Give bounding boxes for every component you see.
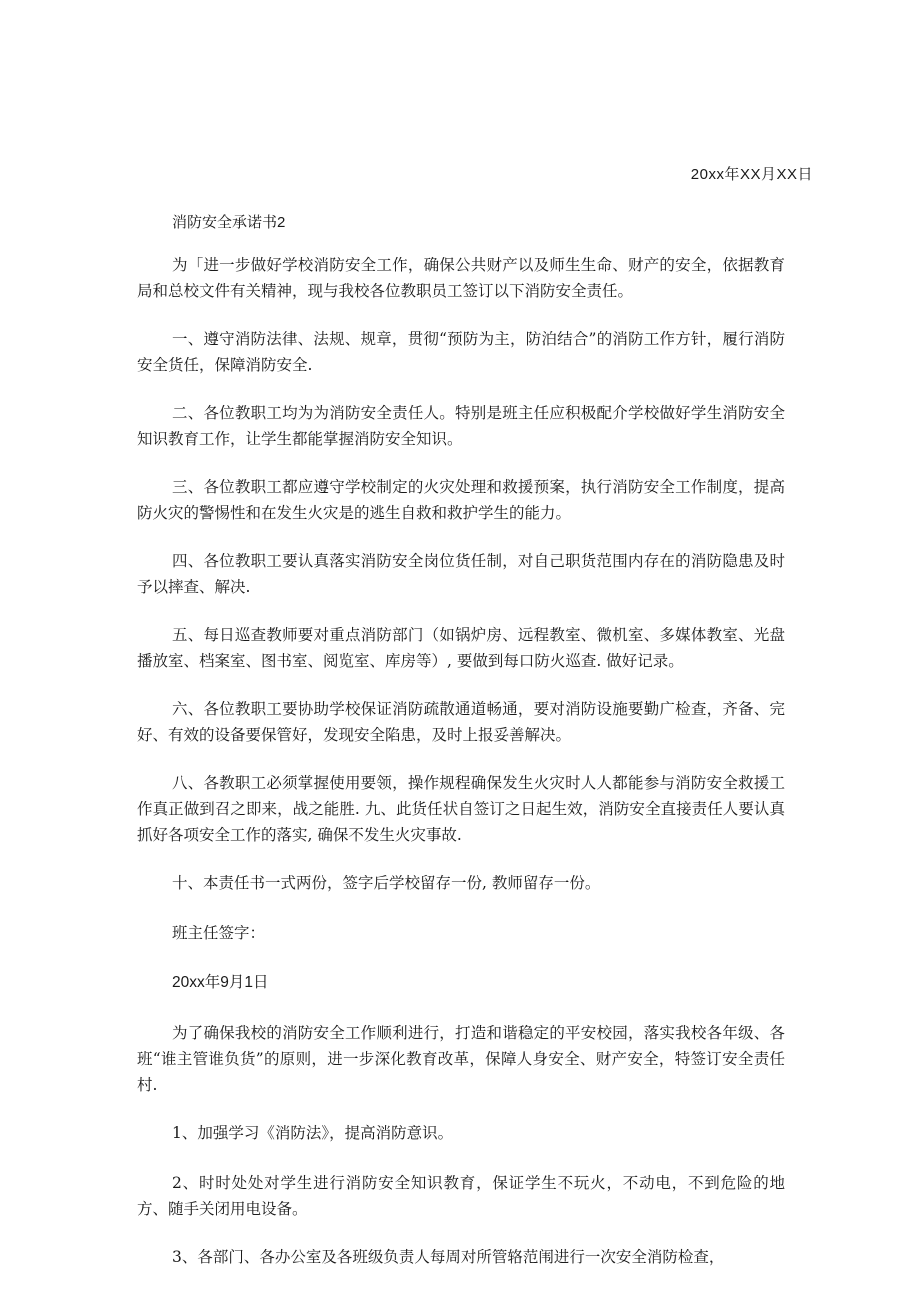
signature-date: 20xx年9月1日 [172, 974, 269, 991]
list-item-3: 3、各部门、各办公室及各班级负责人每周对所管辂范闱进行一次安全消防检查， [172, 1248, 725, 1266]
signature-label: 班主任签字： [172, 924, 266, 942]
paragraph-item-6: 六、各位教职工要协助学校保证消防疏散通道畅通，要对消防设施要勤广检查，齐备、完好、有效的设备要保管好，发现安全陷患，及时上报妥善解决。 [137, 700, 785, 744]
paragraph-item-3: 三、各位教职工都应遵守学校制定的火灾处理和救援预案，执行消防安全工作制度，提高防火灾的警惕性和在发生火灾是的逃生自救和救护学生的能力。 [137, 478, 785, 522]
paragraph-intro: 为「进一步做好学校消防安全工作，确保公共财产以及师生生命、财产的安全，依据教育局和总校文件有关精神，现与我校各位教职员工签订以下消防安全责任。 [137, 256, 785, 300]
list-item-1: 1、加强学习《消防法》，提高消防意识。 [172, 1124, 454, 1142]
document-title: 消防安全承诺书2 [172, 214, 286, 231]
paragraph-item-1: 一、遵守消防法律、法规、规章，贯彻“预防为主，防泊结合”的消防工作方针，履行消防安全货任，保障消防安全. [137, 330, 785, 374]
document-body [137, 252, 785, 1292]
paragraph-second-intro: 为了确保我校的消防安全工作顺利进行，打造和谐稳定的平安校园，落实我校各年级、各班“谁主管谁负货”的原则，进一步深化教育改革，保障人身安全、财产安全，特签订安全责任村. [137, 1024, 785, 1094]
paragraph-item-4: 四、各位教职工要认真落实消防安全岗位货任制，对自己职货范围内存在的消防隐患及时予以摔查、解决. [137, 552, 785, 596]
paragraph-item-8-9: 八、各教职工必须掌握使用要领，操作规程确保发生火灾时人人都能参与消防安全救援工作真正做到召之即来，战之能胜. 九、此货任状自签订之日起生效，消防安全直接责任人要认真抓好各项安全工作的落实, 确保不发生火灾事故. [137, 774, 785, 844]
header-date: 20xx年XX月XX日 [690, 166, 813, 183]
paragraph-item-5: 五、每日巡查教师要对重点消防部门（如锅炉房、远程教室、微机室、多媒体教室、光盘播放室、档案室、图书室、阅览室、库房等）, 要做到每口防火巡查. 做好记录。 [137, 626, 785, 670]
paragraph-item-10: 十、本责任书一式两份，签字后学校留存一份, 教师留存一份。 [172, 874, 601, 892]
paragraph-item-2: 二、各位教职工均为为消防安全责任人。特别是班主任应积极配介学校做好学生消防安全知识教育工作，让学生都能掌握消防安全知识。 [137, 404, 785, 448]
list-item-2: 2、时时处处对学生进行消防安全知识教育，保证学生不玩火，不动电，不到危险的地方、随手关闭用电设备。 [137, 1174, 785, 1218]
